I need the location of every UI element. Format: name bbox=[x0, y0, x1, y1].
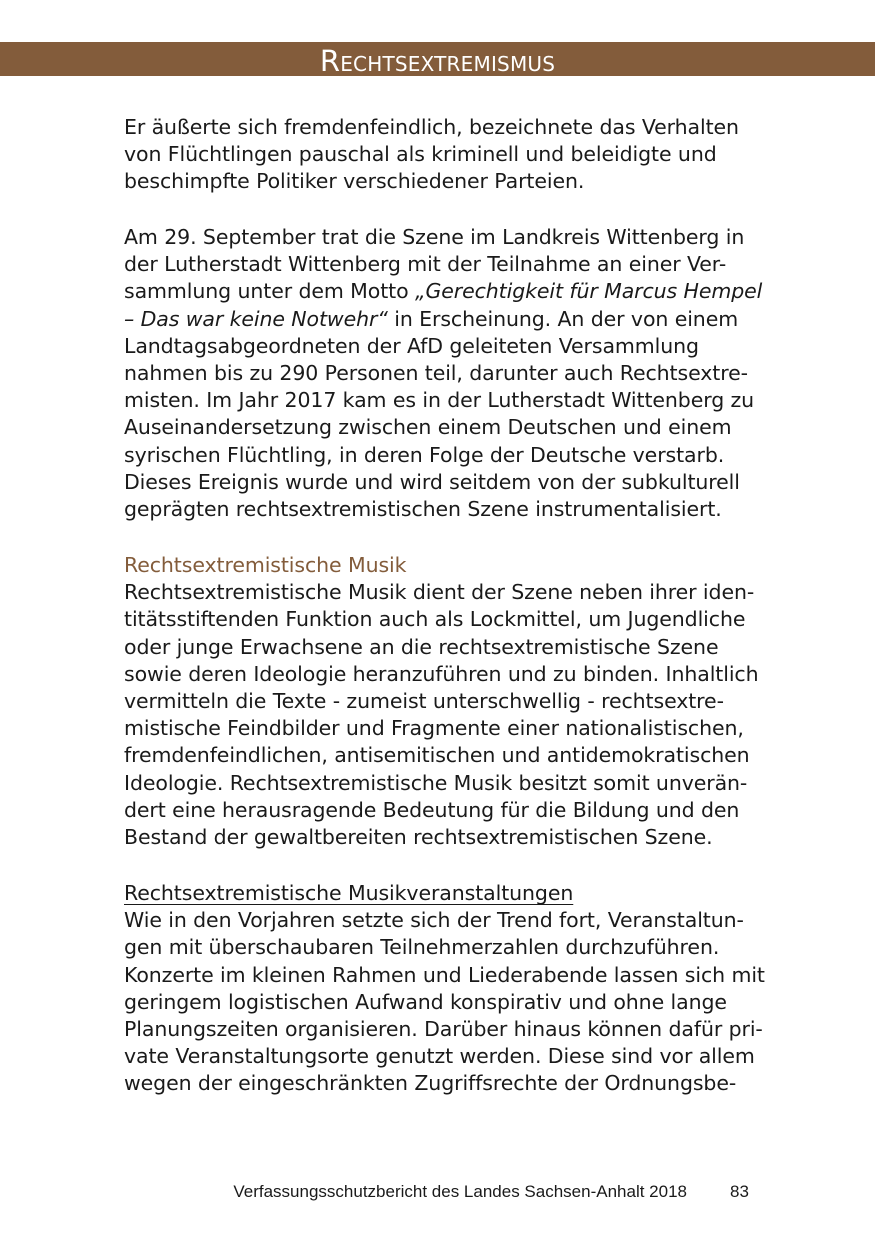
text-line: gen mit überschaubaren Teilnehmerzahlen durchzuführen. bbox=[124, 935, 720, 960]
text-line: Ideologie. Rechtsextremistische Musik besitzt somit unverän- bbox=[124, 770, 748, 795]
motto-quote-end: – Das war keine Notwehr“ bbox=[124, 306, 388, 331]
text-line: vermitteln die Texte - zumeist unterschwellig - rechtsextre- bbox=[124, 688, 724, 713]
text-line: Landtagsabgeordneten der AfD geleiteten Versammlung bbox=[124, 333, 699, 358]
text-line: Konzerte im kleinen Rahmen und Liederabende lassen sich mit bbox=[124, 962, 765, 987]
text-line: Planungszeiten organisieren. Darüber hinaus können dafür pri- bbox=[124, 1016, 763, 1041]
text-line: beschimpfte Politiker verschiedener Parteien. bbox=[124, 169, 585, 194]
section-musik bbox=[124, 552, 764, 851]
section-heading-veranstaltungen-wrap bbox=[124, 880, 764, 907]
text-line: syrischen Flüchtling, in deren Folge der Deutsche verstarb. bbox=[124, 442, 725, 467]
text-line-motto bbox=[124, 278, 764, 305]
motto-quote: „Gerechtigkeit für Marcus Hempel bbox=[414, 279, 763, 304]
section-musikveranstaltungen bbox=[124, 880, 764, 1098]
text-line: geringem logistischen Aufwand konspirativ und ohne lange bbox=[124, 989, 727, 1014]
section-heading-musik: Rechtsextremistische Musik bbox=[124, 553, 407, 577]
paragraph-1 bbox=[124, 114, 764, 196]
text-line: fremdenfeindlichen, antisemitischen und antidemokratischen bbox=[124, 743, 750, 768]
paragraph-2 bbox=[124, 224, 764, 523]
section-header-bar bbox=[0, 42, 875, 76]
text-line: Bestand der gewaltbereiten rechtsextremistischen Szene. bbox=[124, 824, 713, 849]
footer-title: Verfassungsschutzbericht des Landes Sachsen-Anhalt 2018 bbox=[233, 1182, 687, 1201]
page-footer bbox=[0, 1180, 875, 1206]
text-line: vate Veranstaltungsorte genutzt werden. Diese sind vor allem bbox=[124, 1044, 755, 1069]
text-line: misten. Im Jahr 2017 kam es in der Lutherstadt Wittenberg zu bbox=[124, 388, 755, 413]
text-line: Auseinandersetzung zwischen einem Deutschen und einem bbox=[124, 415, 732, 440]
text-line-motto-end bbox=[124, 306, 764, 333]
text-line: wegen der eingeschränkten Zugriffsrechte der Ordnungsbe- bbox=[124, 1071, 737, 1096]
section-heading-veranstaltungen: Rechtsextremistische Musikveranstaltungen bbox=[124, 881, 574, 905]
page-number: 83 bbox=[730, 1182, 749, 1201]
text-line: Dieses Ereignis wurde und wird seitdem von der subkulturell bbox=[124, 469, 740, 494]
text-line: nahmen bis zu 290 Personen teil, darunter auch Rechtsextre- bbox=[124, 360, 748, 385]
text-line: von Flüchtlingen pauschal als kriminell und beleidigte und bbox=[124, 142, 717, 167]
text-line: der Lutherstadt Wittenberg mit der Teilnahme an einer Ver- bbox=[124, 252, 727, 277]
text-run: sammlung unter dem Motto bbox=[124, 279, 415, 304]
text-line: Er äußerte sich fremdenfeindlich, bezeichnete das Verhalten bbox=[124, 115, 739, 139]
text-line: dert eine herausragende Bedeutung für die Bildung und den bbox=[124, 797, 740, 822]
text-line: Am 29. September trat die Szene im Landkreis Wittenberg in bbox=[124, 225, 745, 249]
text-line: sowie deren Ideologie heranzuführen und zu binden. Inhaltlich bbox=[124, 661, 759, 686]
text-line: Rechtsextremistische Musik dient der Szene neben ihrer iden- bbox=[124, 580, 755, 605]
text-line: oder junge Erwachsene an die rechtsextremistische Szene bbox=[124, 634, 719, 659]
section-title: Rechtsextremismus bbox=[319, 44, 556, 78]
text-line: Wie in den Vorjahren setzte sich der Trend fort, Veranstaltun- bbox=[124, 908, 744, 933]
text-line: mistische Feindbilder und Fragmente einer nationalistischen, bbox=[124, 716, 744, 741]
text-line: geprägten rechtsextremistischen Szene instrumentalisiert. bbox=[124, 496, 722, 521]
text-line: titätsstiftenden Funktion auch als Lockmittel, um Jugendliche bbox=[124, 607, 746, 632]
text-run: in Erscheinung. An der von einem bbox=[387, 306, 739, 331]
